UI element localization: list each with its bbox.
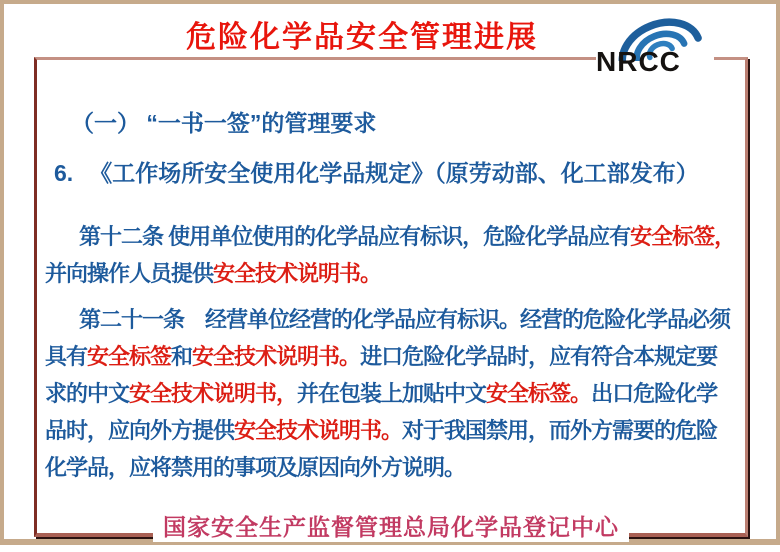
- body-text: 品时，应向外方提供: [45, 418, 235, 443]
- section-heading: （一） “一书一签”的管理要求: [71, 110, 377, 136]
- nrcc-logo-text: NRCC: [596, 46, 681, 77]
- content-box: [34, 46, 748, 540]
- body-text: 出口危险化学: [591, 381, 718, 406]
- body-text: 对于我国禁用，而外方需要的危险: [402, 418, 718, 443]
- text-line: [45, 412, 745, 449]
- text-line: [45, 338, 745, 375]
- body-text: 化学品，应将禁用的事项及原因向外方说明。: [45, 455, 466, 480]
- body-text: 第十二条 使用单位使用的化学品应有标识，危险化学品应有: [79, 224, 631, 249]
- body-text: 具有: [45, 344, 88, 369]
- item-number: 6.: [54, 160, 74, 186]
- text-line: [45, 301, 745, 338]
- paragraph: [45, 218, 745, 292]
- highlighted-term: 安全技术说明书。: [192, 344, 361, 369]
- body-text: 求的中文: [45, 381, 130, 406]
- highlighted-term: 安全标签，: [630, 224, 736, 249]
- nrcc-logo: [596, 9, 714, 75]
- text-line: [45, 218, 745, 255]
- body-text: 并在包装上加贴中文: [297, 381, 487, 406]
- highlighted-term: 安全技术说明书，: [129, 381, 298, 406]
- text-line: [45, 375, 745, 412]
- body-text: 第二十一条 经营单位经营的化学品应有标识。经营的危险化学品必须: [79, 307, 731, 332]
- slide-title: 危险化学品安全管理进展: [186, 21, 538, 54]
- paragraphs: [45, 218, 745, 486]
- body-text: 并向操作人员提供: [45, 261, 214, 286]
- slide-body: [37, 60, 745, 533]
- highlighted-term: 安全技术说明书。: [234, 418, 403, 443]
- highlighted-term: 安全标签。: [486, 381, 592, 406]
- text-line: [45, 449, 745, 486]
- footer-label: 国家安全生产监督管理总局化学品登记中心: [153, 509, 629, 542]
- body-text: 和: [171, 344, 193, 369]
- body-text: 进口危险化学品时，应有符合本规定要: [360, 344, 718, 369]
- text-line: [45, 255, 745, 292]
- highlighted-term: 安全标签: [87, 344, 172, 369]
- highlighted-term: 安全技术说明书。: [213, 261, 382, 286]
- paragraph: [45, 301, 745, 486]
- item-line: [54, 155, 745, 188]
- item-title: 《工作场所安全使用化学品规定》（原劳动部、化工部发布）: [89, 160, 699, 186]
